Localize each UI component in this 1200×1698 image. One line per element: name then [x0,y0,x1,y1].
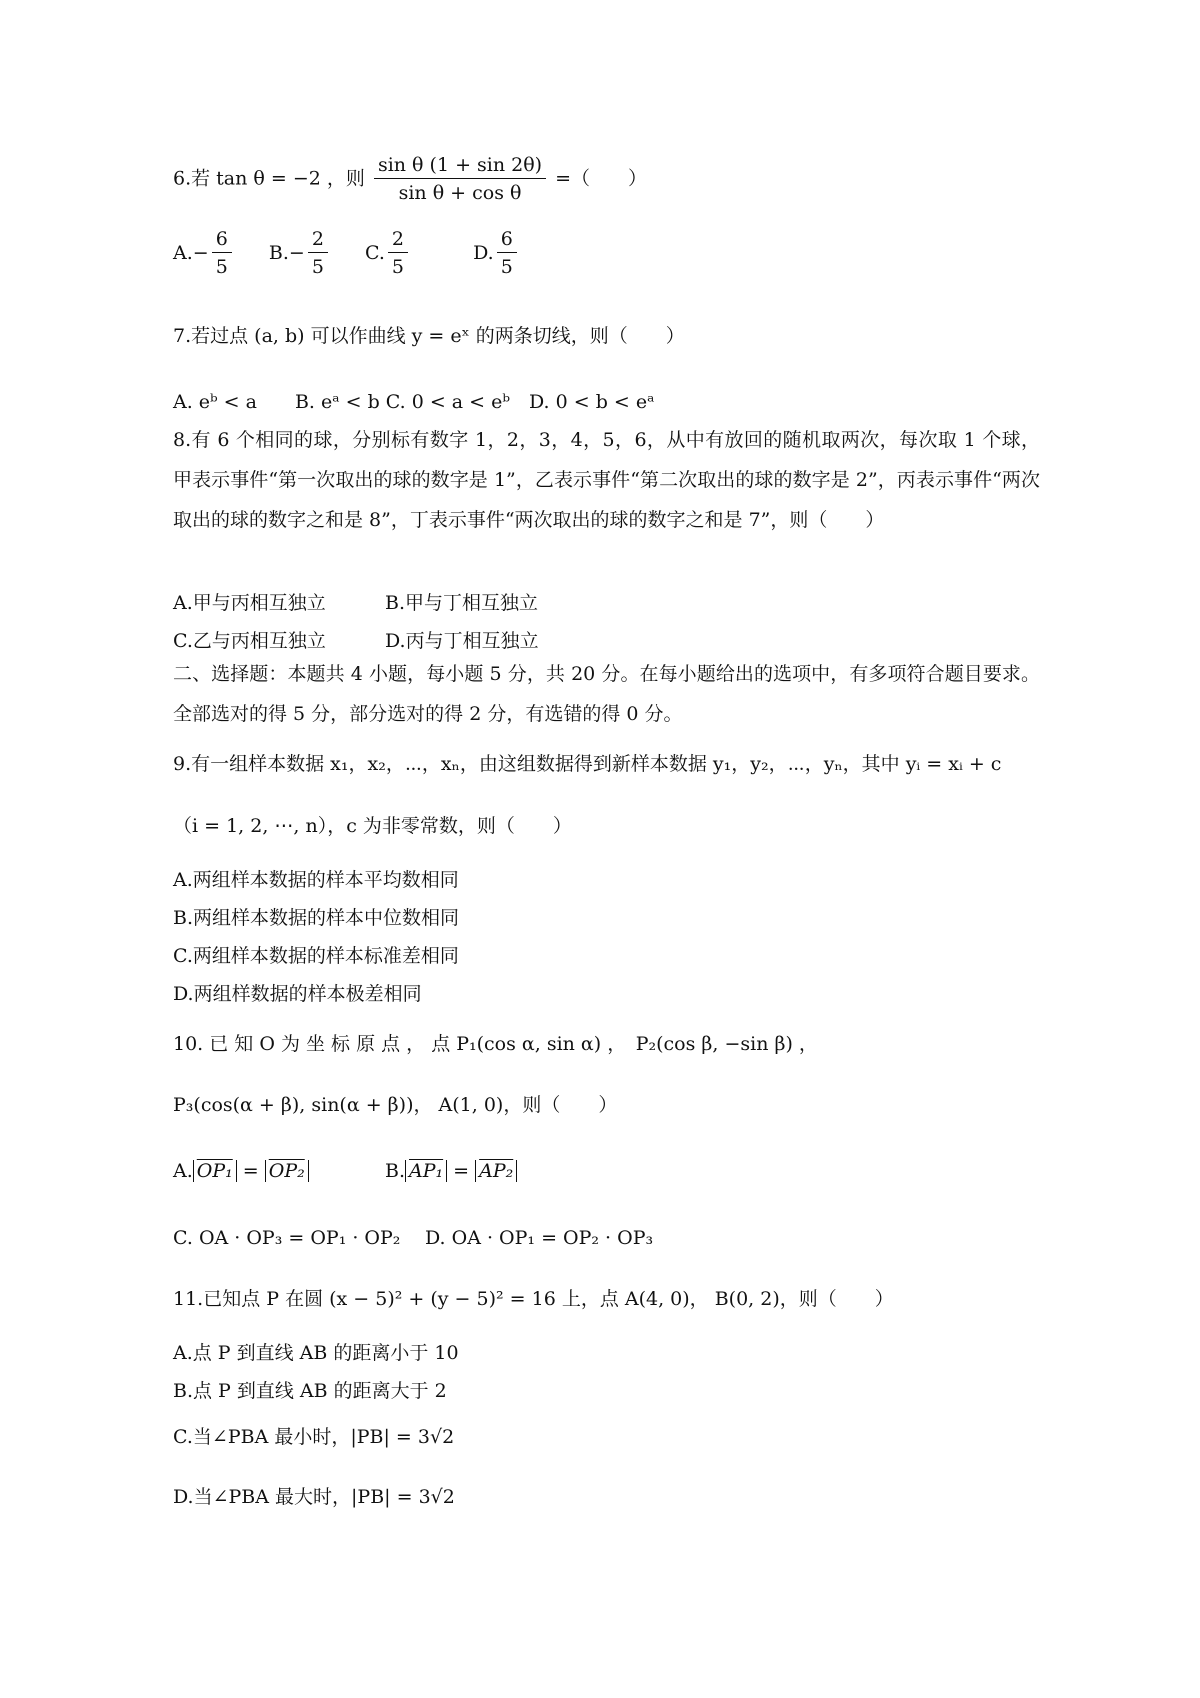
q6-option-d-den: 5 [500,256,513,278]
q9-option-d: D.两组样数据的样本极差相同 [173,983,422,1005]
q9-option-c: C.两组样本数据的样本标准差相同 [173,945,459,967]
q6-option-d-fraction [497,226,517,281]
q10-option-b-right: AP₂ [475,1160,517,1182]
q10-option-a-label: A. [173,1160,193,1182]
q6-option-a-sign: − [192,241,209,264]
q8-option-c: C.乙与丙相互独立 [173,630,326,652]
q6-option-b-sign: − [288,241,305,264]
q6-option-a-den: 5 [215,256,228,278]
q11-option-b: B.点 P 到直线 AB 的距离大于 2 [173,1380,447,1402]
q6-option-a [173,228,241,278]
q10-option-d: D. OA · OP₁ = OP₂ · OP₃ [425,1227,654,1249]
q6-option-d-num: 6 [497,226,517,253]
q8-option-b: B.甲与丁相互独立 [385,592,539,614]
q6-option-b-den: 5 [311,256,324,278]
q8-option-d: D.丙与丁相互独立 [385,630,539,652]
q7-stem: 7.若过点 (a, b) 可以作曲线 y = eˣ 的两条切线，则（ ） [173,325,685,347]
q6-option-c-den: 5 [391,256,404,278]
q8-option-a: A.甲与丙相互独立 [173,592,326,614]
q6-option-a-fraction [212,226,232,281]
q6-option-a-num: 6 [212,226,232,253]
q10-option-a-left: OP₁ [193,1160,237,1182]
q11-option-c: C.当∠PBA 最小时，|PB| = 3√2 [173,1426,455,1448]
q11-stem: 11.已知点 P 在圆 (x − 5)² + (y − 5)² = 16 上，点 A(4, 0)， B(0, 2)，则（ ） [173,1288,894,1310]
q10-option-a: A. OP₁ = OP₂ [173,1158,309,1184]
q6-option-c [365,228,417,278]
q6-option-b-label: B. [268,241,289,264]
q6-stem [173,152,647,207]
q11-option-a: A.点 P 到直线 AB 的距离小于 10 [173,1342,459,1364]
q6-fraction [374,152,546,207]
q6-fraction-denominator: sin θ + cos θ [398,182,522,204]
q10-option-b: B. AP₁ = AP₂ [385,1158,517,1184]
q6-option-c-label: C. [365,241,385,264]
q6-options [173,226,520,281]
q6-prefix: 6.若 tan θ = −2 ，则 [173,167,365,190]
q6-option-b-num: 2 [308,226,328,253]
q6-option-b-fraction [308,226,328,281]
q9-stem-line1: 9.有一组样本数据 x₁，x₂，⋯，xₙ，由这组数据得到新样本数据 y₁，y₂，⋯，yₙ，其中 yᵢ = xᵢ + c [173,753,1002,775]
q9-option-b: B.两组样本数据的样本中位数相同 [173,907,460,929]
section2-heading: 二、选择题：本题共 4 小题，每小题 5 分，共 20 分。在每小题给出的选项中，有多项符合题目要求。全部选对的得 5 分，部分选对的得 2 分，有选错的得 0 分。 [173,663,1040,725]
q6-option-d [473,228,520,278]
q6-option-c-fraction [388,226,408,281]
q6-option-a-label: A. [173,241,193,264]
q6-option-d-label: D. [473,241,494,264]
q8-stem: 8.有 6 个相同的球，分别标有数字 1，2，3，4，5，6，从中有放回的随机取两次，每次取 1 个球，甲表示事件“第一次取出的球的数字是 1”，乙表示事件“第二次取出的球的数字是 2”，丙表示事件“两次取出的球的数字之和是 8”，丁表示事件“两次取出的球的数字之和是 7”，则（ ） [173,429,1040,531]
q6-suffix: =（ ） [555,167,648,190]
q11-option-d: D.当∠PBA 最大时，|PB| = 3√2 [173,1486,455,1508]
q10-option-a-right: OP₂ [265,1160,309,1182]
q9-option-a: A.两组样本数据的样本平均数相同 [173,869,459,891]
q6-option-b [268,228,337,278]
q10-option-b-label: B. [385,1160,406,1182]
q7-options: A. eᵇ < a B. eᵃ < b C. 0 < a < eᵇ D. 0 < b < eᵃ [173,391,655,413]
q10-option-c: C. OA · OP₃ = OP₁ · OP₂ [173,1227,401,1249]
q10-stem-line2: P₃(cos(α + β), sin(α + β))， A(1, 0)，则（ ） [173,1094,618,1116]
q6-fraction-numerator: sin θ (1 + sin 2θ) [374,152,546,179]
q6-option-c-num: 2 [388,226,408,253]
q10-option-b-left: AP₁ [405,1160,447,1182]
q9-stem-line2: （i = 1, 2, ⋯, n），c 为非零常数，则（ ） [173,815,572,837]
q10-stem-line1: 10. 已 知 O 为 坐 标 原 点 ， 点 P₁(cos α, sin α) ， P₂(cos β, −sin β) ， [173,1033,818,1055]
